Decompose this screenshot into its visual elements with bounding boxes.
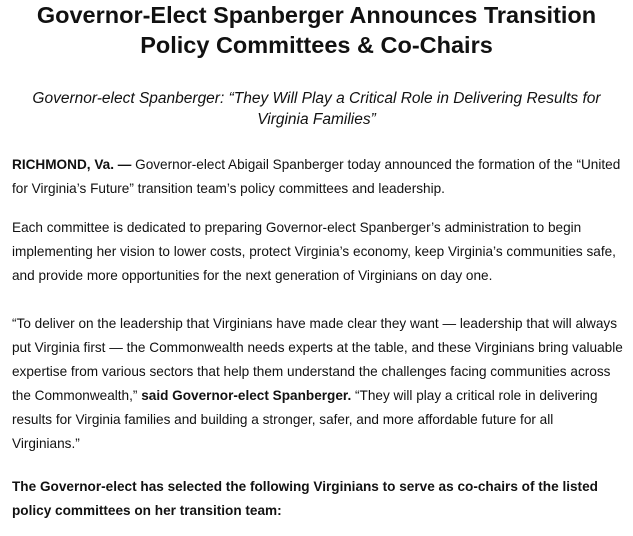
- paragraph-intro-text: Governor-elect Abigail Spanberger today announced the formation of the “United for Virginia’s Future” transition team’s policy committees and leadership.: [12, 157, 621, 196]
- paragraph-committees: Each committee is dedicated to preparing Governor-elect Spanberger’s administration to begin implementing her vision to lower costs, protect Virginia’s economy, keep Virginia’s communities safe, and provide more opportunities for the next generation of Virginians on day one.: [12, 220, 616, 283]
- paragraph-intro: [12, 153, 624, 201]
- quote-part-2: “They will play a critical role in delivering results for Virginia families and building a stronger, safer, and more affordable future for all Virginians.”: [12, 388, 598, 451]
- dateline: RICHMOND, Va. —: [12, 157, 132, 172]
- quote-attribution: said Governor-elect Spanberger.: [141, 388, 352, 403]
- headline: Governor-Elect Spanberger Announces Transition Policy Committees & Co-Chairs: [36, 2, 597, 58]
- quote-part-1: “To deliver on the leadership that Virginians have made clear they want — leadership that will always put Virginia first — the Commonwealth needs experts at the table, and these Virginians bring valuable expertise from various sectors that help them understand the challenges facing communities across the Commonwealth,”: [12, 316, 623, 403]
- subheadline: Governor-elect Spanberger: “They Will Play a Critical Role in Delivering Results for Virginia Families”: [32, 90, 601, 128]
- paragraph-quote: [12, 312, 624, 456]
- paragraph-co-chairs-intro: The Governor-elect has selected the following Virginians to serve as co-chairs of the listed policy committees on her transition team:: [12, 479, 598, 518]
